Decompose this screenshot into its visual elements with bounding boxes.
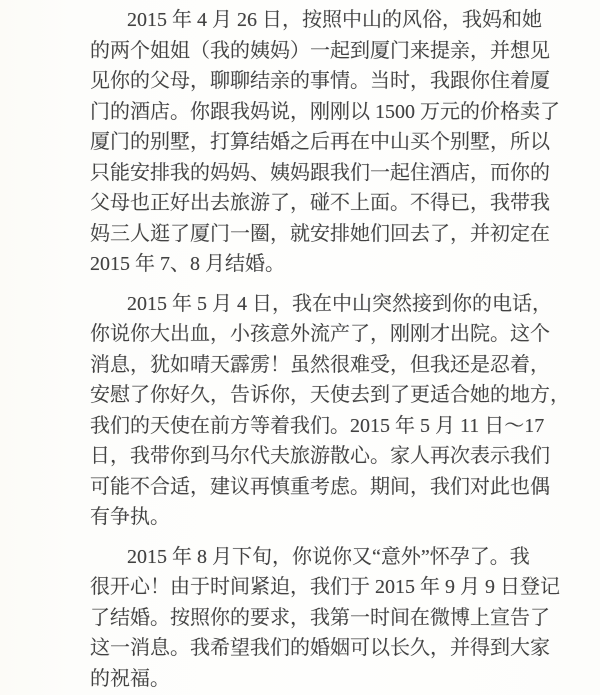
text-line: 你说你大出血，小孩意外流产了，刚刚才出院。这个 xyxy=(90,323,550,345)
text-line: 安慰了你好久，告诉你，天使去到了更适合她的地方， xyxy=(90,384,570,406)
text-line: 见你的父母，聊聊结亲的事情。当时，我跟你住着厦 xyxy=(90,70,550,92)
text-line: 的两个姐姐（我的姨妈）一起到厦门来提亲，并想见 xyxy=(90,39,550,62)
paragraph-2 xyxy=(90,289,570,533)
text-line: 可能不合适，建议再慎重考虑。期间，我们对此也偶 xyxy=(90,475,550,498)
text-line: 门的酒店。你跟我妈说，刚刚以 1500 万元的价格卖了 xyxy=(90,100,560,123)
text-line: 了结婚。按照你的要求，我第一时间在微博上宣告了 xyxy=(90,606,550,629)
text-line: 2015 年 4 月 26 日，按照中山的风俗，我妈和她 xyxy=(127,9,542,31)
text-line: 很开心！由于时间紧迫，我们于 2015 年 9 月 9 日登记 xyxy=(90,576,560,598)
text-line: 消息，犹如晴天霹雳！虽然很难受，但我还是忍着， xyxy=(90,353,550,376)
paragraph-3 xyxy=(90,542,560,695)
text-line: 日，我带你到马尔代夫旅游散心。家人再次表示我们 xyxy=(90,445,550,467)
text-line: 的祝福。 xyxy=(90,667,170,690)
text-line: 我们的天使在前方等着我们。2015 年 5 月 11 日～17 xyxy=(90,414,545,437)
text-line: 有争执。 xyxy=(90,506,170,528)
text-line: 2015 年 5 月 4 日，我在中山突然接到你的电话， xyxy=(127,292,552,315)
text-line: 只能安排我的妈妈、姨妈跟我们一起住酒店，而你的 xyxy=(90,161,550,184)
text-line: 父母也正好出去旅游了，碰不上面。不得已，我带我 xyxy=(90,192,550,214)
text-line: 厦门的别墅，打算结婚之后再在中山买个别墅，所以 xyxy=(90,131,550,153)
text-line: 这一消息。我希望我们的婚姻可以长久，并得到大家 xyxy=(90,637,550,659)
text-line: 妈三人逛了厦门一圈，就安排她们回去了，并初定在 xyxy=(90,222,550,245)
text-line: 2015 年 8 月下旬，你说你又“意外”怀孕了。我 xyxy=(127,545,530,568)
paragraph-1 xyxy=(90,5,560,280)
text-line: 2015 年 7、8 月结婚。 xyxy=(90,253,285,275)
